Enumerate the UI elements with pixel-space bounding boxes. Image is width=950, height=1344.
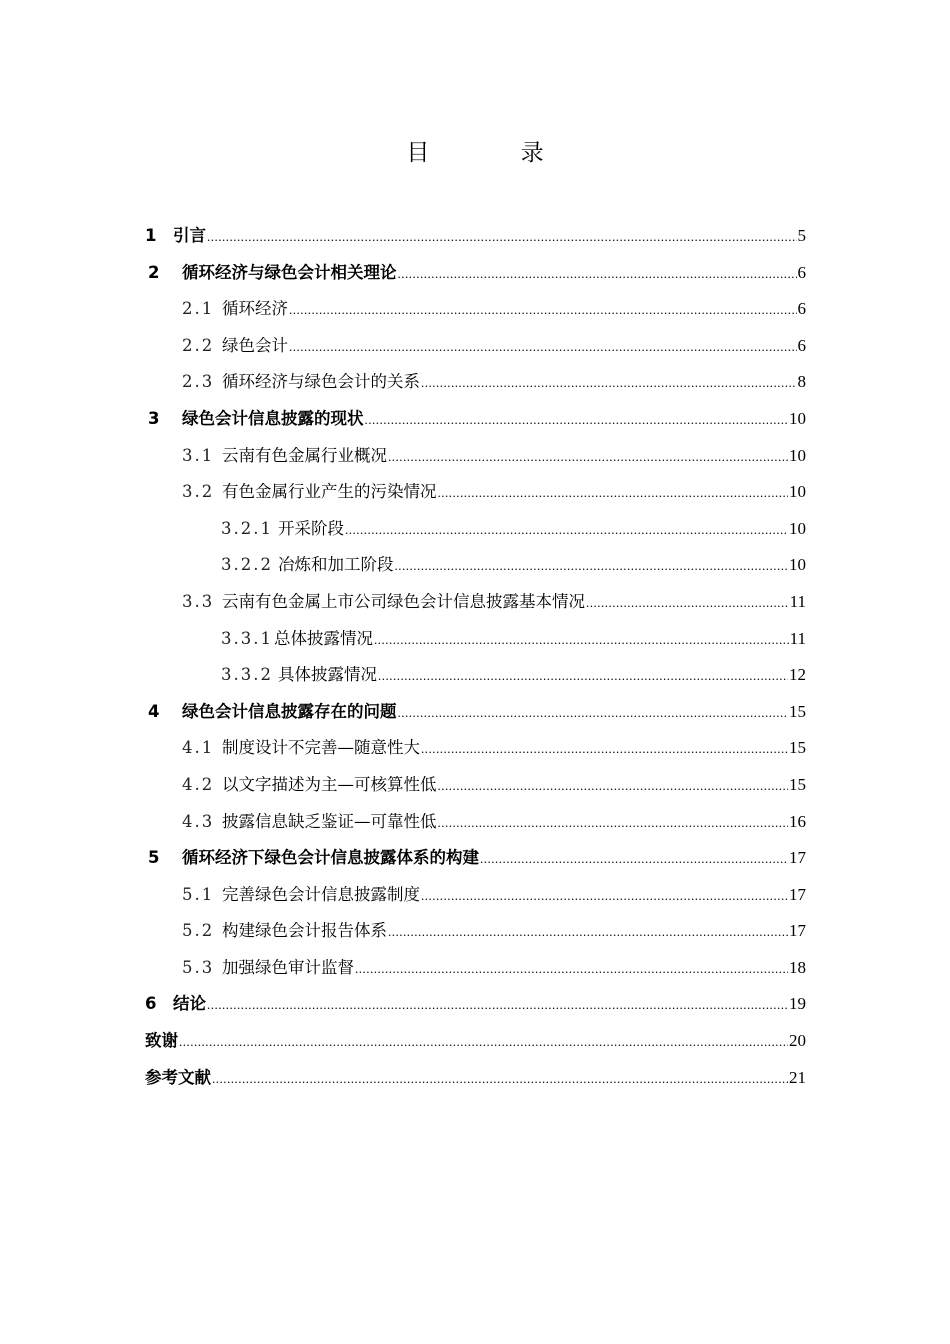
toc-entry[interactable]	[145, 291, 806, 328]
toc-entry-number: 3.3.2	[221, 665, 273, 685]
toc-entry-page: 15	[789, 774, 806, 794]
toc-entry-number: 2.3	[182, 372, 215, 392]
toc-entry-label: 冶炼和加工阶段	[278, 555, 394, 575]
toc-entry[interactable]	[145, 438, 806, 475]
dot-leader	[289, 292, 797, 329]
toc-entry[interactable]	[145, 986, 806, 1023]
toc-entry[interactable]	[145, 877, 806, 914]
toc-entry-label: 引言	[173, 226, 206, 245]
toc-entry-page: 18	[789, 957, 806, 977]
dot-leader	[374, 622, 789, 659]
toc-entry[interactable]	[145, 255, 806, 292]
toc-entry-number: 2	[148, 262, 160, 282]
toc-entry-number: 5.1	[182, 884, 215, 904]
toc-entry-label: 披露信息缺乏鉴证—可靠性低	[222, 811, 437, 831]
toc-entry-page: 10	[789, 408, 806, 428]
toc-entry-label: 绿色会计信息披露存在的问题	[182, 701, 397, 721]
toc-entry[interactable]	[145, 511, 806, 548]
toc-entry[interactable]	[145, 804, 806, 841]
toc-entry-page: 21	[789, 1067, 806, 1087]
toc-entry-page: 17	[789, 848, 806, 868]
toc-entry-references[interactable]	[145, 1060, 806, 1097]
dot-leader	[438, 475, 789, 512]
toc-entry-number: 3.1	[182, 445, 215, 465]
toc-entry[interactable]	[145, 401, 806, 438]
dot-leader	[421, 878, 788, 915]
toc-entry-label: 有色金属行业产生的污染情况	[222, 482, 437, 502]
toc-entry-page: 6	[797, 299, 806, 319]
toc-entry-label: 绿色会计	[222, 335, 288, 355]
toc-entry[interactable]	[145, 328, 806, 365]
toc-entry[interactable]	[145, 730, 806, 767]
toc-entry-page: 11	[789, 628, 806, 648]
toc-entry-page: 10	[789, 518, 806, 538]
dot-leader	[207, 219, 797, 256]
toc-entry-page: 6	[797, 262, 806, 282]
toc-entry-page: 15	[789, 701, 806, 721]
toc-entry-label: 完善绿色会计信息披露制度	[222, 884, 420, 904]
toc-entry-label: 循环经济与绿色会计的关系	[222, 372, 420, 392]
toc-entry-page: 10	[789, 555, 806, 575]
toc-entry-number: 3.3	[182, 591, 215, 611]
toc-entry-label: 参考文献	[145, 1067, 211, 1087]
toc-entry-label: 云南有色金属行业概况	[222, 445, 387, 465]
toc-entry-number: 3	[148, 408, 160, 428]
toc-entry-label: 循环经济与绿色会计相关理论	[182, 262, 397, 282]
toc-entry-page: 12	[789, 665, 806, 685]
toc-entry-number: 5.2	[182, 921, 215, 941]
toc-entry-number: 5	[148, 848, 160, 868]
toc-entry-label: 制度设计不完善—随意性大	[222, 738, 420, 758]
dot-leader	[398, 256, 797, 293]
toc-entry[interactable]	[145, 364, 806, 401]
toc-entry-page: 16	[789, 811, 806, 831]
dot-leader	[438, 768, 789, 805]
toc-entry-label: 循环经济	[222, 299, 288, 319]
toc-entry-number: 3.2.1	[221, 518, 273, 538]
dot-leader	[345, 512, 788, 549]
toc-entry-number: 4.3	[182, 811, 215, 831]
toc-entry[interactable]	[145, 840, 806, 877]
dot-leader	[365, 402, 789, 439]
dot-leader	[212, 1061, 788, 1098]
dot-leader	[586, 585, 789, 622]
toc-entry-acknowledgements[interactable]	[145, 1023, 806, 1060]
toc-entry-label: 致谢	[145, 1031, 178, 1051]
dot-leader	[438, 805, 789, 842]
page-title: 目 录	[406, 140, 586, 166]
toc-entry[interactable]	[145, 547, 806, 584]
toc-entry-number: 3.2	[182, 482, 215, 502]
dot-leader	[421, 731, 788, 768]
toc-entry-page: 6	[797, 335, 806, 355]
toc-entry[interactable]	[145, 584, 806, 621]
toc-entry-label: 构建绿色会计报告体系	[222, 921, 387, 941]
dot-leader	[480, 841, 788, 878]
toc-entry[interactable]	[145, 621, 806, 658]
toc-entry-number: 4.1	[182, 738, 215, 758]
toc-entry-label: 具体披露情况	[278, 665, 377, 685]
dot-leader	[398, 695, 789, 732]
dot-leader	[179, 1024, 788, 1061]
toc-entry[interactable]	[145, 657, 806, 694]
toc-entry[interactable]	[145, 474, 806, 511]
dot-leader	[378, 658, 788, 695]
dot-leader	[388, 439, 788, 476]
toc-entry[interactable]	[145, 950, 806, 987]
toc-entry-page: 17	[789, 921, 806, 941]
toc-entry-label: 结论	[173, 994, 206, 1014]
toc-entry-page: 5	[797, 226, 806, 245]
toc-entry[interactable]	[145, 767, 806, 804]
toc-entry[interactable]	[145, 913, 806, 950]
toc-entry-number: 5.3	[182, 957, 215, 977]
toc-entry-label: 总体披露情况	[274, 628, 373, 648]
table-of-contents	[145, 218, 806, 1096]
dot-leader	[395, 548, 789, 585]
toc-entry-page: 20	[789, 1031, 806, 1051]
toc-entry-number: 4.2	[182, 774, 215, 794]
dot-leader	[207, 987, 788, 1024]
toc-entry-label: 绿色会计信息披露的现状	[182, 408, 364, 428]
toc-entry[interactable]	[145, 218, 806, 255]
toc-entry-number: 2.1	[182, 299, 215, 319]
toc-entry-label: 云南有色金属上市公司绿色会计信息披露基本情况	[222, 591, 585, 611]
toc-entry-label: 开采阶段	[278, 518, 344, 538]
toc-entry-number: 1	[145, 226, 157, 245]
dot-leader	[421, 365, 797, 402]
toc-entry-number: 6	[145, 994, 157, 1014]
toc-entry-page: 19	[789, 994, 806, 1014]
toc-entry-page: 17	[789, 884, 806, 904]
toc-entry-number: 3.3.1	[221, 628, 273, 648]
toc-entry[interactable]	[145, 694, 806, 731]
toc-entry-number: 2.2	[182, 335, 215, 355]
dot-leader	[289, 329, 797, 366]
toc-entry-page: 10	[789, 482, 806, 502]
toc-entry-label: 循环经济下绿色会计信息披露体系的构建	[182, 848, 479, 868]
toc-entry-page: 11	[789, 591, 806, 611]
toc-entry-page: 10	[789, 445, 806, 465]
toc-entry-number: 4	[148, 701, 160, 721]
toc-entry-label: 加强绿色审计监督	[222, 957, 354, 977]
toc-entry-page: 8	[797, 372, 806, 392]
toc-entry-number: 3.2.2	[221, 555, 273, 575]
dot-leader	[355, 951, 788, 988]
toc-entry-page: 15	[789, 738, 806, 758]
toc-entry-label: 以文字描述为主—可核算性低	[222, 774, 437, 794]
dot-leader	[388, 914, 788, 951]
